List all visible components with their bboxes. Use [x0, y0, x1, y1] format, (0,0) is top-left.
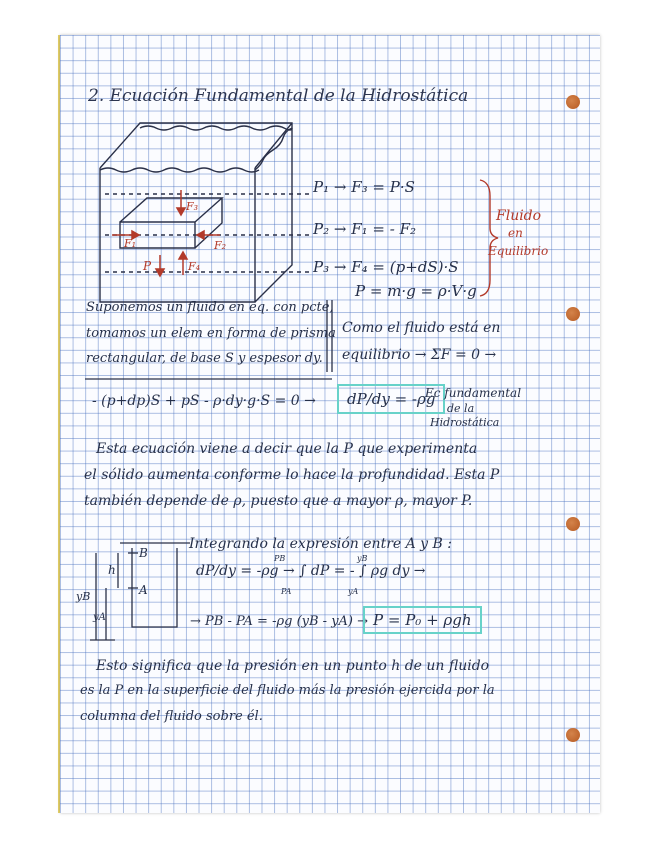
water-surface-back	[140, 126, 292, 130]
label-ya: yA	[93, 612, 106, 623]
integral-upper-1: PB	[274, 554, 286, 563]
integration-step-1: dP/dy = -ρg → ∫ dP = - ∫ ρg dy →	[196, 563, 426, 579]
label-b: B	[139, 546, 148, 560]
suppose-line-3: rectangular, de base S y espesor dy.	[86, 351, 323, 366]
label-a: A	[139, 583, 148, 597]
fundamental-note-1: Ec fundamental	[425, 386, 522, 400]
result-equation: P = P₀ + ρgh	[363, 606, 482, 634]
fluid-note-3: Equilibrio	[488, 244, 549, 258]
integration-heading: Integrando la expresión entre A y B :	[189, 536, 452, 552]
water-surface-side	[255, 128, 292, 170]
label-yb: yB	[76, 590, 91, 603]
equilibrium-line-2: equilibrio → ΣF = 0 →	[342, 347, 497, 363]
conclusion-line-2: es la P en la superficie del fluido más la presión ejercida por la	[80, 683, 495, 698]
fundamental-equation: dP/dy = -ρg	[337, 384, 445, 414]
water-surface-front	[100, 168, 259, 172]
derivation-equation: - (p+dp)S + pS - ρ·dy·g·S = 0 →	[92, 393, 316, 409]
fluid-note-1: Fluido	[496, 208, 542, 224]
fluid-note-2: en	[508, 226, 523, 240]
eq-p2: P₂ → F₁ = - F₂	[313, 220, 416, 238]
explanation-line-2: el sólido aumenta conforme lo hace la profundidad. Esta P	[84, 467, 500, 483]
label-f2: F₂	[214, 239, 227, 252]
label-f1: F₁	[124, 237, 137, 250]
eq-weight: P = m·g = ρ·V·g	[355, 282, 477, 300]
integral-lower-1: PA	[281, 587, 292, 596]
label-f3: F₃	[186, 200, 199, 213]
page-title: 2. Ecuación Fundamental de la Hidrostática	[88, 86, 469, 106]
explanation-line-1: Esta ecuación viene a decir que la P que experimenta	[96, 441, 478, 457]
integral-upper-2: yB	[357, 554, 368, 563]
eq-p3: P₃ → F₄ = (p+dS)·S	[313, 258, 459, 276]
integral-lower-2: yA	[348, 587, 359, 596]
suppose-line-2: tomamos un elem en forma de prisma	[86, 326, 336, 341]
integration-step-2: → PB - PA = -ρg (yB - yA) →	[190, 614, 369, 629]
conclusion-line-3: columna del fluido sobre él.	[80, 709, 263, 724]
label-p: P	[143, 259, 152, 273]
label-f4: F₄	[188, 260, 201, 273]
explanation-line-3: también depende de ρ, puesto que a mayor ρ, mayor P.	[84, 493, 473, 509]
eq-p1: P₁ → F₃ = P·S	[313, 178, 415, 196]
fluid-brace	[480, 180, 498, 296]
equilibrium-line-1: Como el fluido está en	[342, 320, 501, 336]
label-h: h	[108, 563, 116, 577]
suppose-line-1: Suponemos un fluido en eq. con pcte,	[86, 300, 334, 315]
conclusion-line-1: Esto significa que la presión en un punto h de un fluido	[96, 658, 490, 674]
fundamental-note-3: Hidrostática	[430, 416, 500, 429]
fundamental-note-2: de la	[447, 402, 475, 415]
